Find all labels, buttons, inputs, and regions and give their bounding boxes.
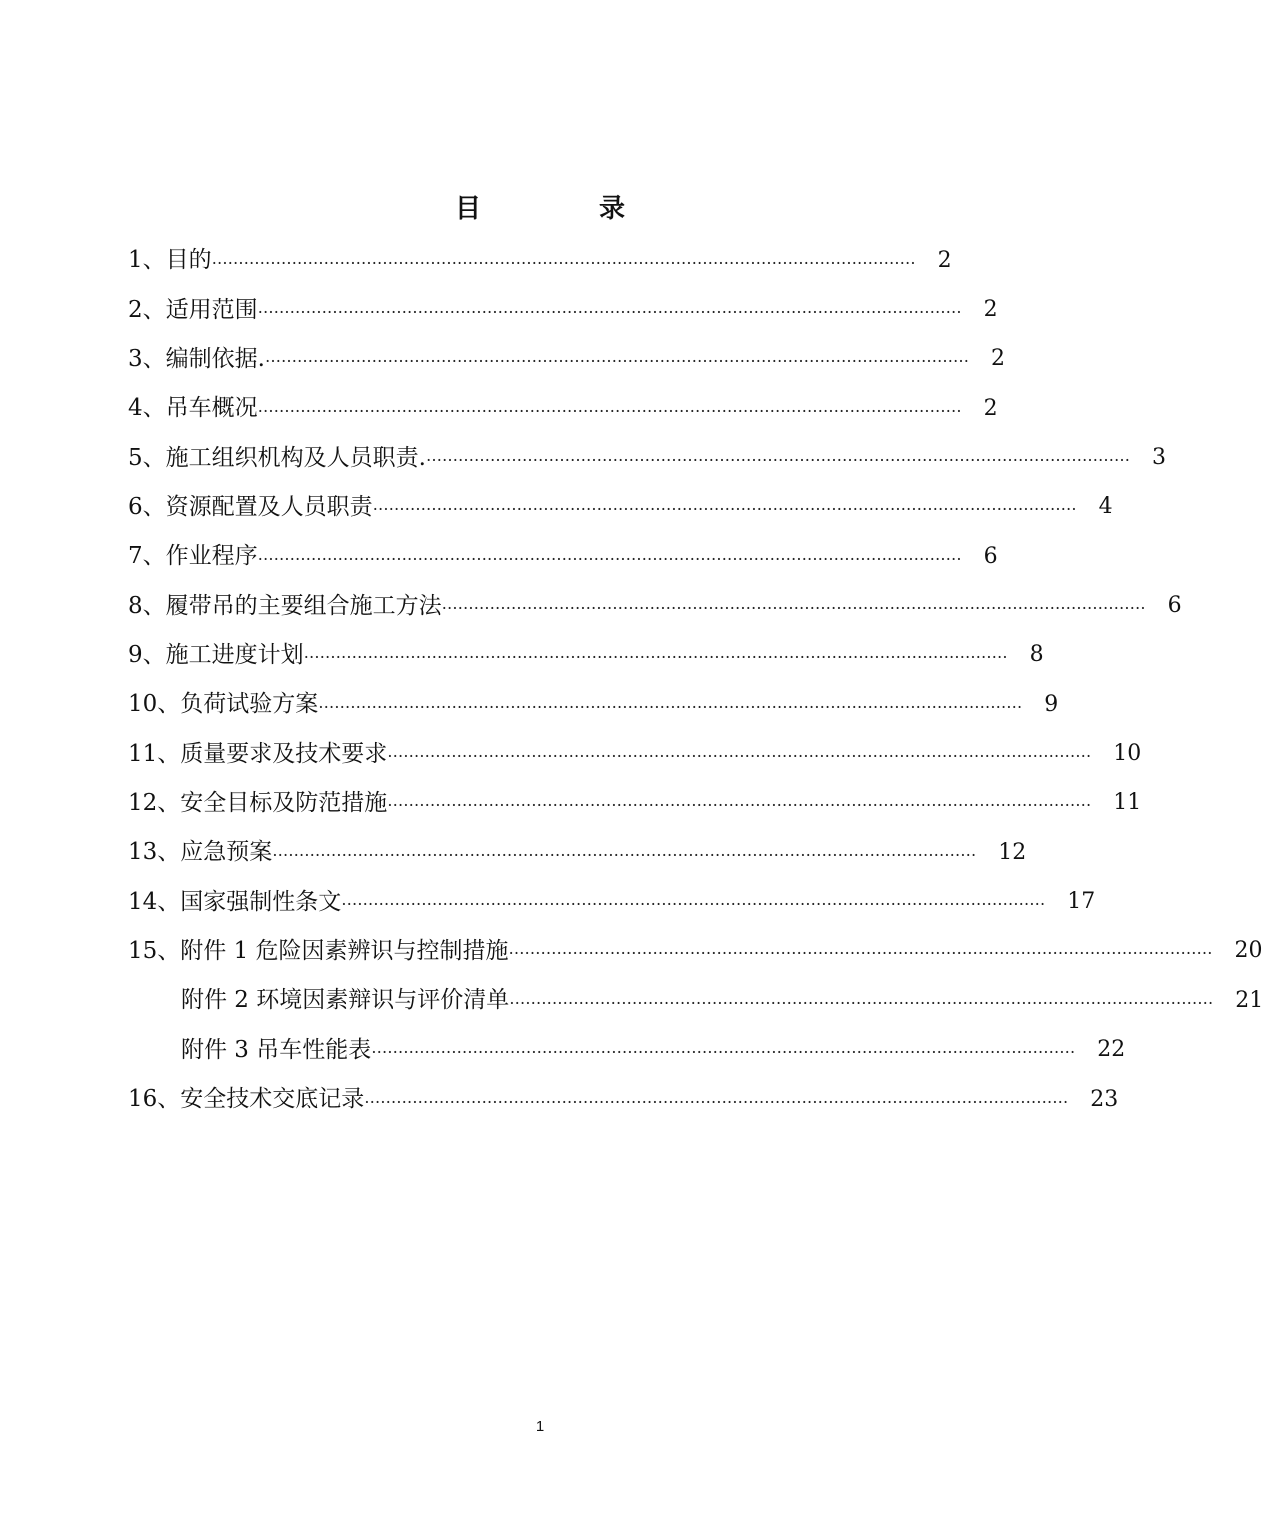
toc-entry-page: 9 <box>1044 691 1059 717</box>
toc-entry-title: 履带吊的主要组合施工方法 <box>165 592 442 619</box>
toc-entry-number: 2、 <box>128 296 166 323</box>
toc-entry-number: 13、 <box>128 839 181 866</box>
toc-entry-title: 目的 <box>165 247 212 274</box>
toc-list <box>128 236 1264 1124</box>
page-number: 1 <box>535 1418 545 1435</box>
toc-entry-page: 11 <box>1113 790 1142 816</box>
toc-entry-page: 17 <box>1067 889 1096 915</box>
toc-entry-page: 2 <box>937 247 952 273</box>
toc-dot-leader: …………………………………………………………………………………………………………………… <box>257 298 962 318</box>
toc-dot-leader: …………………………………………………………………………………………………………………… <box>372 495 1077 515</box>
toc-dot-leader: …………………………………………………………………………………………………………………… <box>211 248 916 268</box>
toc-entry-page: 23 <box>1090 1086 1119 1112</box>
toc-entry-page: 4 <box>1098 494 1113 520</box>
toc-entry-number: 4、 <box>128 395 166 422</box>
toc-entry[interactable] <box>128 877 1096 926</box>
toc-entry-page: 22 <box>1097 1037 1126 1063</box>
toc-entry[interactable] <box>128 927 1263 976</box>
toc-dot-leader: …………………………………………………………………………………………………………………… <box>272 840 977 860</box>
toc-entry[interactable] <box>128 828 1027 877</box>
toc-entry-page: 2 <box>983 297 998 323</box>
toc-entry[interactable] <box>128 779 1142 828</box>
toc-entry-title: 编制依据. <box>165 345 265 372</box>
toc-entry-number: 10、 <box>128 691 181 718</box>
toc-dot-leader: …………………………………………………………………………………………………………………… <box>425 446 1130 466</box>
toc-dot-leader: …………………………………………………………………………………………………………………… <box>364 1087 1069 1107</box>
toc-entry[interactable] <box>128 335 1005 384</box>
toc-entry-title: 负荷试验方案 <box>180 691 319 718</box>
toc-entry-page: 6 <box>1167 593 1182 619</box>
toc-entry[interactable] <box>128 1026 1126 1075</box>
toc-entry[interactable] <box>128 976 1264 1025</box>
toc-entry-title: 附件 3 吊车性能表 <box>181 1036 372 1063</box>
toc-entry-page: 12 <box>998 839 1027 865</box>
toc-entry-number: 9、 <box>128 641 166 668</box>
toc-dot-leader: …………………………………………………………………………………………………………………… <box>257 396 962 416</box>
toc-dot-leader: …………………………………………………………………………………………………………………… <box>387 742 1092 762</box>
toc-entry-number: 6、 <box>128 493 166 520</box>
toc-entry[interactable] <box>128 285 998 334</box>
toc-dot-leader: …………………………………………………………………………………………………………………… <box>341 890 1046 910</box>
toc-entry[interactable] <box>128 1075 1119 1124</box>
toc-entry-page: 6 <box>983 543 998 569</box>
toc-entry[interactable] <box>128 483 1113 532</box>
toc-entry[interactable] <box>128 729 1142 778</box>
toc-entry-number: 16、 <box>128 1086 181 1113</box>
toc-dot-leader: …………………………………………………………………………………………………………………… <box>509 988 1214 1008</box>
toc-entry-number: 14、 <box>128 888 181 915</box>
toc-entry-title: 应急预案 <box>180 839 273 866</box>
toc-entry[interactable] <box>128 631 1044 680</box>
toc-title-char-2: 录 <box>599 194 744 224</box>
toc-entry-number: 5、 <box>128 444 166 471</box>
toc-entry-page: 20 <box>1234 938 1263 964</box>
toc-entry-title: 国家强制性条文 <box>180 888 342 915</box>
toc-entry-page: 2 <box>990 346 1005 372</box>
toc-entry[interactable] <box>128 581 1182 630</box>
toc-entry-number: 8、 <box>128 592 166 619</box>
toc-title-char-1: 目 <box>454 194 599 224</box>
toc-entry[interactable] <box>128 680 1059 729</box>
toc-entry-title: 附件 2 环境因素辩识与评价清单 <box>181 987 510 1014</box>
toc-entry-page: 2 <box>983 395 998 421</box>
toc-entry-page: 21 <box>1235 987 1264 1013</box>
toc-entry-title: 安全技术交底记录 <box>180 1086 365 1113</box>
toc-entry-number: 3、 <box>128 345 166 372</box>
toc-title <box>0 188 1080 225</box>
toc-entry-title: 附件 1 危险因素辨识与控制措施 <box>180 937 509 964</box>
toc-entry[interactable] <box>128 433 1166 482</box>
toc-entry-number: 7、 <box>128 543 166 570</box>
toc-dot-leader: …………………………………………………………………………………………………………………… <box>303 643 1008 663</box>
toc-entry-title: 适用范围 <box>165 296 258 323</box>
toc-entry[interactable] <box>128 236 952 285</box>
toc-entry-number: 12、 <box>128 789 181 816</box>
toc-dot-leader: …………………………………………………………………………………………………………………… <box>264 347 969 367</box>
toc-entry[interactable] <box>128 532 998 581</box>
toc-entry-number: 11、 <box>128 740 181 767</box>
toc-dot-leader: …………………………………………………………………………………………………………………… <box>441 594 1146 614</box>
toc-entry-title: 资源配置及人员职责 <box>165 493 373 520</box>
toc-entry-title: 吊车概况 <box>165 395 258 422</box>
toc-entry-title: 施工组织机构及人员职责. <box>165 444 426 471</box>
toc-entry-number: 15、 <box>128 937 181 964</box>
toc-entry-page: 8 <box>1029 642 1044 668</box>
toc-entry-title: 质量要求及技术要求 <box>180 740 388 767</box>
toc-dot-leader: …………………………………………………………………………………………………………………… <box>508 939 1213 959</box>
toc-entry-number: 1、 <box>128 247 166 274</box>
toc-entry-page: 10 <box>1113 741 1142 767</box>
toc-dot-leader: …………………………………………………………………………………………………………………… <box>371 1038 1076 1058</box>
toc-entry-title: 作业程序 <box>165 543 258 570</box>
toc-entry-title: 施工进度计划 <box>165 641 304 668</box>
toc-dot-leader: …………………………………………………………………………………………………………………… <box>257 544 962 564</box>
toc-entry-title: 安全目标及防范措施 <box>180 789 388 816</box>
toc-entry-page: 3 <box>1151 445 1166 471</box>
toc-dot-leader: …………………………………………………………………………………………………………………… <box>387 791 1092 811</box>
toc-dot-leader: …………………………………………………………………………………………………………………… <box>318 692 1023 712</box>
toc-entry[interactable] <box>128 384 998 433</box>
